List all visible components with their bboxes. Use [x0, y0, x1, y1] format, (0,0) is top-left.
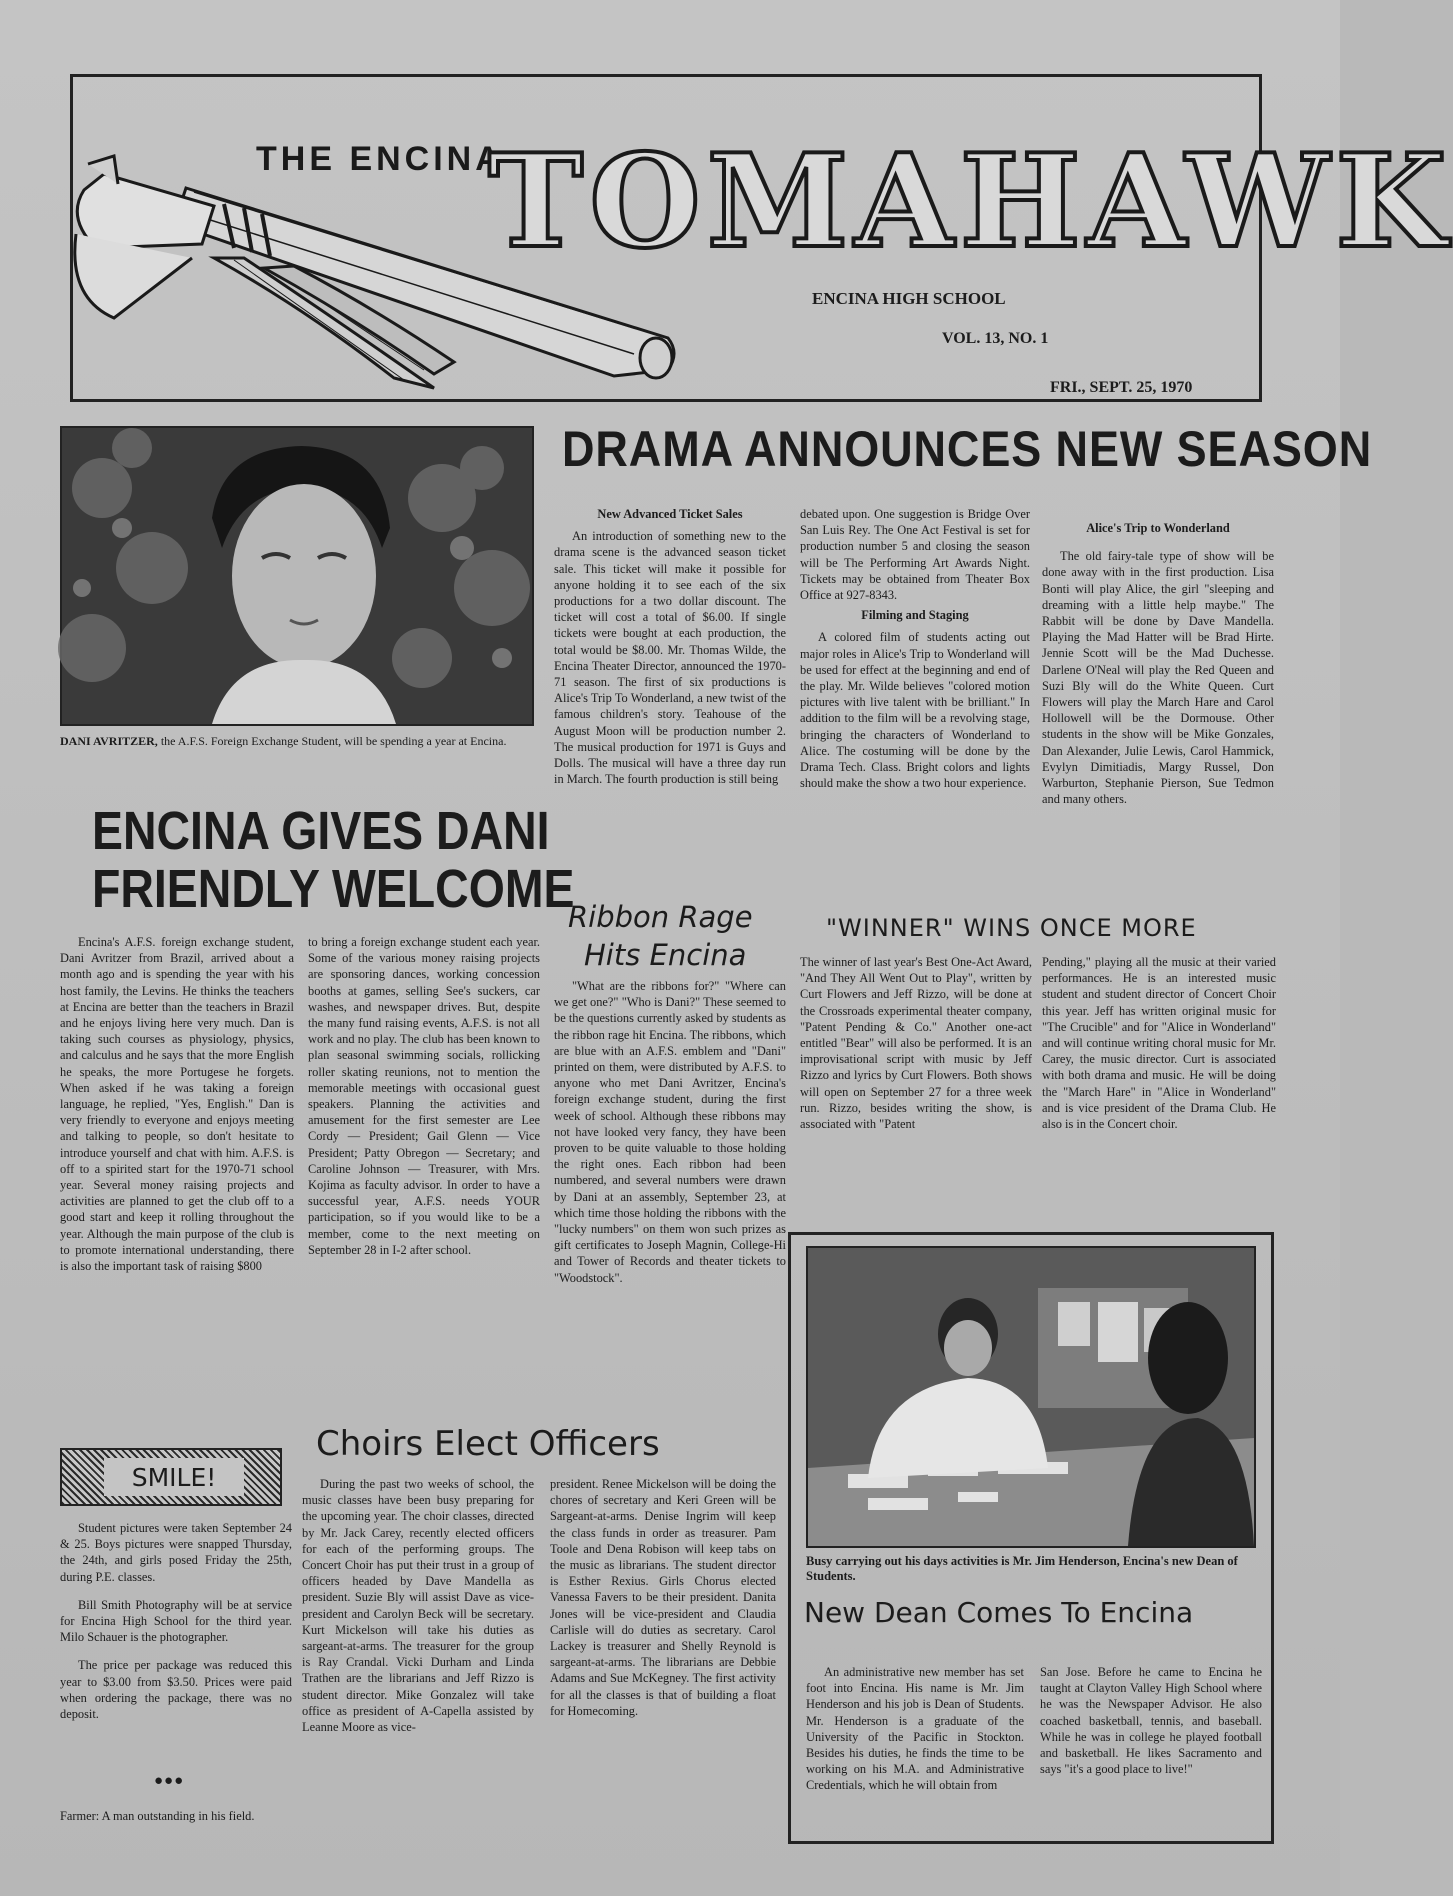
dani-column-1 — [60, 934, 294, 1406]
smile-banner — [60, 1448, 282, 1506]
dean-photo — [806, 1246, 1256, 1548]
dani-text-1: Encina's A.F.S. foreign exchange student, Dani Avritzer from Brazil, arrived about a month ago and is spending the year with his host family, the Levins. He thinks the teachers at Encina are better than the teachers in Brazil and he enjoys living here very much. Dan is taking such courses as physiology, physics, and calculus and he says that the more English he speaks, the more Portugese he forgets. When asked if he was taking a foreign language, he replied, "Yes, English." Dan is very friendly to everyone and enjoys meeting and talking to people, so don't hesitate to introduce yourself and chat with him. A.F.S. is off to a spirited start for the 1970-71 school year. Several money raising projects and activities are planned to get the club off to a good start and keep it rolling throughout the year. Although the main purpose of the club is to promote international understanding, there is also the important task of raising $800 — [60, 935, 294, 1274]
dani-column-2 — [308, 934, 540, 1394]
smile-text-1: Student pictures were taken September 24 & 25. Boys pictures were snapped Thursday, the 24th, and girls posed Friday the 25th, during P.E. classes. — [60, 1521, 292, 1584]
winner-headline: "WINNER" WINS ONCE MORE — [826, 914, 1197, 942]
drama-subhead-filming: Filming and Staging — [861, 608, 969, 623]
smile-title: SMILE! — [104, 1458, 244, 1496]
choirs-text-1: During the past two weeks of school, the music classes have been busy preparing for the upcoming year. The choir classes, directed by Mr. Jack Carey, recently elected officers for each of the performing groups. The Concert Choir has put their trust in a group of officers headed by Dave Mandella as president. Suzie Bly will assist Dave as vice-president and Carolyn Beck will be secretary. Kurt Mickelson will take his duties as sargeant-at-arms. The treasurer for the group is Ray Crandal. Vicki Durham and Linda Trathen are the librarians and Jeff Rizzo is student director. Mike Gonzalez will take office as president of A-Capella assisted by Leanne Moore as vice- — [302, 1477, 534, 1735]
dani-photo-caption — [60, 734, 542, 749]
dani-photo — [60, 426, 534, 726]
drama-text-2: debated upon. One suggestion is Bridge Over San Luis Rey. The One Act Festival is set for production number 5 and closing the season will be The Performing Art Awards Night. Tickets may be obtained from Theater Box Office at 927-8343. — [800, 507, 1030, 603]
masthead-date: FRI., SEPT. 25, 1970 — [1050, 379, 1193, 396]
drama-text-1: An introduction of something new to the drama scene is the advanced season ticket sale. This ticket will make it possible for anyone holding it to see each of the six productions for a two dollar discount. The ticket will cost a total of $6.00. If single tickets were bought at each production, the total would be $8.00. Mr. Thomas Wilde, the Encina Theater Director, announced the 1970-71 season. The first of six productions is Alice's Trip To Wonderland, a new twist of the famous children's story. Teahouse of the August Moon will be production number 2. The musical production for 1971 is Guys and Dolls. The musical will have a three day run in March. The fourth production is still being — [554, 529, 786, 787]
ribbon-headline-line-1: Ribbon Rage — [568, 900, 753, 934]
drama-subhead-alice: Alice's Trip to Wonderland — [1086, 521, 1230, 535]
dean-photo-caption: Busy carrying out his days activities is Mr. Jim Henderson, Encina's new Dean of Students. — [806, 1554, 1238, 1583]
dean-text-2: San Jose. Before he came to Encina he taught at Clayton Valley High School where he was the Newspaper Advisor. He also coached basketball, tennis, and baseball. While he was in college he played football and basketball. He likes Sacramento and says "it's a good place to live!" — [1040, 1665, 1262, 1777]
dean-column-2 — [1040, 1664, 1262, 1834]
masthead-title: TOMAHAWK — [488, 127, 1453, 277]
ribbon-headline-line-2: Hits Encina — [584, 938, 747, 972]
separator-dots: ●●● — [154, 1773, 185, 1789]
dani-headline-line-1: ENCINA GIVES DANI — [92, 801, 550, 861]
drama-column-1 — [554, 506, 786, 892]
dean-column-1 — [806, 1664, 1024, 1834]
ribbon-column — [554, 978, 786, 1390]
dean-headline: New Dean Comes To Encina — [804, 1596, 1194, 1629]
choirs-column-2 — [550, 1476, 776, 1844]
ribbon-text: "What are the ribbons for?" "Where can we get one?" "Who is Dani?" These seemed to be the questions currently asked by students as the ribbon rage hit Encina. The ribbons, which are blue with an A.F.S. emblem and "Dani" printed on them, were distributed by A.F.S. to anyone who met Dani Avritzer, Encina's foreign exchange student, during the first week of school. Although these ribbons may not have looked very fancy, they have been proven to be quite valuable to those holding the right ones. Each ribbon had been numbered, and several numbers were drawn by Dani at an assembly, September 23, at which time those holding the ribbons with the "lucky numbers" on them won such prizes as gift certificates to Joseph Magnin, College-Hi and Tower of Records and theater tickets to "Woodstock". — [554, 979, 786, 1285]
winner-column-1 — [800, 954, 1032, 1204]
winner-text-1: The winner of last year's Best One-Act Award, "And They All Went Out to Play", written by Curt Flowers and Jeff Rizzo, will be done at the Crossroads experimental theater company, "Patent Pending & Co." Another one-act entitled "Bear" will also be performed. It is an improvisational script with music by Jeff Rizzo and lyrics by Curt Flowers. Both shows will open on September 27 for a three week run. Rizzo, besides writing the show, is associated with "Patent — [800, 955, 1032, 1132]
drama-subhead-tickets: New Advanced Ticket Sales — [597, 507, 743, 521]
dani-headline-line-2: FRIENDLY WELCOME — [92, 859, 575, 919]
farmer-text: Farmer: A man outstanding in his field. — [60, 1809, 255, 1823]
smile-column — [60, 1520, 292, 1764]
caption-text: the A.F.S. Foreign Exchange Student, will be spending a year at Encina. — [160, 734, 507, 748]
drama-column-3 — [1042, 520, 1274, 892]
dean-text-1: An administrative new member has set foot into Encina. His name is Mr. Jim Henderson and his job is Dean of Students. Mr. Henderson is a graduate of the University of the Pacific in Stockton. Besides his duties, he finds the time to be working on his M.A. and Administrative Credentials, which he will obtain from — [806, 1665, 1024, 1793]
winner-column-2 — [1042, 954, 1276, 1204]
drama-headline: DRAMA ANNOUNCES NEW SEASON — [562, 421, 1373, 477]
dani-text-2: to bring a foreign exchange student each year. Some of the various money raising projects are sponsoring dances, working concession booths at games, selling See's suckers, car washes, and newspaper drives. But, despite the many fund raising events, A.F.S. is not all work and no play. The club has been known to plan seasonal swimming socials, rollicking roller skating reunions, not to mention the memorable meetings with occasional guest speakers. Planning the activities and amusement for the first semester are Lee Cordy — President; Gail Glenn — Vice President; Patty Obregon — Secretary; and Caroline Johnson — Treasurer, with Mrs. Kojima as faculty advisor. In order to have a successful year, A.F.S. needs YOUR participation, so if you would like to be a member, come to the next meeting on September 28 in I-2 after school. — [308, 935, 540, 1257]
choirs-text-2: president. Renee Mickelson will be doing the chores of secretary and Keri Green will be Sargeant-at-arms. Denise Ingrim will keep the class funds in order as treasurer. Pam Toole and Dena Robison will keep tabs on the music as librarians. The student director is Esther Rexius. Girls Chorus elected Vanessa Favers to be their president. Danita Jones will be vice-president and Claudia Carlisle will do duties as secretary. Carol Lackey is treasurer and Shelly Reynold is sargeant-at-arms. The librarians are Debbie Adams and Sue McKegney. The first activity for all the classes is that of building a float for Homecoming. — [550, 1477, 776, 1718]
caption-name: DANI AVRITZER, — [60, 734, 158, 748]
drama-text-3: A colored film of students acting out major roles in Alice's Trip to Wonderland will be used for effect at the beginning and end of the play. Mr. Wilde believes "colored motion pictures with live talent with be brilliant." In addition to the film will be a revolving stage, bringing the characters of Wonderland to Alice. The costuming will be done by the Drama Tech. Class. Bright colors and lights should make the show a two hour experience. — [800, 630, 1030, 791]
choirs-headline: Choirs Elect Officers — [316, 1424, 660, 1464]
farmer-joke — [60, 1808, 292, 1844]
choirs-column-1 — [302, 1476, 534, 1844]
winner-text-2: Pending," playing all the music at their varied performances. He is an interested music student and student director of Concert Choir this year. Jeff has written original music for "The Crucible" and for "Alice in Wonderland" and will continue writing choral music for Mr. Carey, the music director. Curt is associated with both drama and music. He will be doing the "March Hare" in "Alice in Wonderland" and is vice president of the Drama Club. He also is in the Concert choir. — [1042, 955, 1276, 1132]
smile-text-3: The price per package was reduced this year to $3.00 from $3.50. Prices were paid when ordering the package, there was no deposit. — [60, 1658, 292, 1722]
masthead-the-encina: THE ENCINA — [256, 140, 504, 178]
masthead-school-name: ENCINA HIGH SCHOOL — [812, 289, 1006, 308]
masthead-volume: VOL. 13, NO. 1 — [942, 330, 1049, 347]
drama-text-4: The old fairy-tale type of show will be done away with in the first production. Lisa Bonti will play Alice, the girl "sleeping and dreaming with a little help maybe." The Rabbit will be done by Dave Mandella. Playing the Mad Hatter will be Brad Hirte. Jennie Scott will be the Mad Duchesse. Darlene O'Neal will play the Red Queen and Suzi Bly will do the White Queen. Curt Flowers will play the March Hare and Carol Hollowell will be the Dormouse. Other students in the show will be Mike Gonzales, Dan Alexander, Julie Lewis, Carol Hammick, Evylyn Dimitiadis, Margy Russel, Don Warburton, Stephanie Pierson, Sue Tedmon and many others. — [1042, 549, 1274, 807]
smile-text-2: Bill Smith Photography will be at service for Encina High School for the third year. Milo Schauer is the photographer. — [60, 1597, 292, 1645]
drama-column-2 — [800, 506, 1030, 892]
